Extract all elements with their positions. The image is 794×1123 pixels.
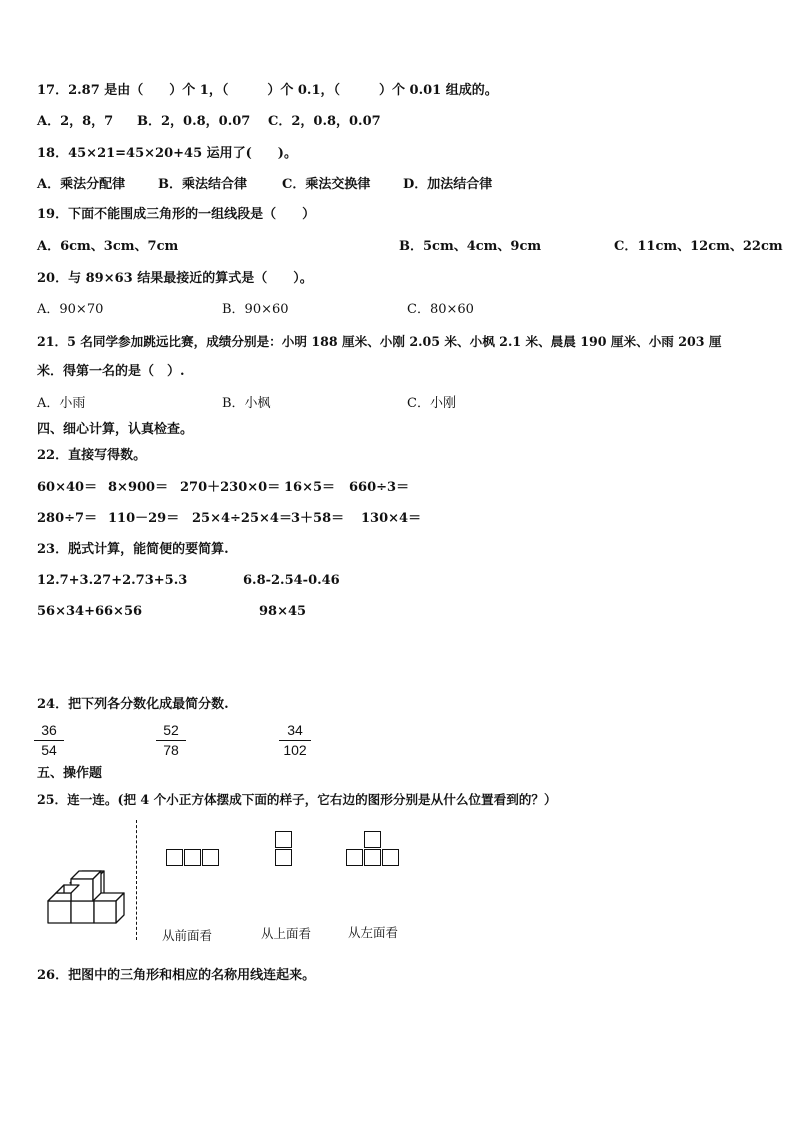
q22-item-1-5: 660÷3＝ bbox=[349, 480, 410, 495]
q18-option-d: D．加法结合律 bbox=[403, 177, 493, 192]
fraction-2-bar bbox=[156, 740, 186, 741]
q22-item-2-3: 25×4÷25×4＝ bbox=[192, 511, 292, 526]
q25-question: 25．连一连。(把 4 个小正方体摆成下面的样子，它右边的图形分别是从什么位置看到的？） bbox=[37, 792, 557, 807]
q18-option-a: A．乘法分配律 bbox=[37, 177, 126, 192]
fraction-2-denominator: 78 bbox=[163, 742, 179, 758]
q20-question: 20．与 89×63 结果最接近的算式是（ ）。 bbox=[37, 271, 313, 286]
q18-question: 18．45×21=45×20+45 运用了( )。 bbox=[37, 146, 297, 161]
front-view-cell bbox=[202, 849, 219, 866]
q22-item-1-1: 60×40＝ bbox=[37, 480, 98, 495]
q17-option-c: C．2，0.8，0.07 bbox=[268, 114, 381, 129]
q22-item-1-3: 270＋230×0＝ bbox=[180, 480, 281, 495]
q20-option-c: C．80×60 bbox=[407, 302, 474, 317]
fraction-1-denominator: 54 bbox=[41, 742, 57, 758]
q20-option-a: A．90×70 bbox=[37, 302, 104, 317]
q23-item-1-1: 12.7+3.27+2.73+5.3 bbox=[37, 573, 188, 588]
cube-stack-figure bbox=[44, 866, 126, 928]
section5-title: 五、操作题 bbox=[37, 766, 103, 781]
front-view-cell bbox=[184, 849, 201, 866]
fraction-1 bbox=[34, 722, 64, 759]
left-view-cell bbox=[346, 849, 363, 866]
fraction-3-denominator: 102 bbox=[283, 742, 307, 758]
fraction-3 bbox=[279, 722, 311, 759]
q22-item-2-5: 130×4＝ bbox=[361, 511, 422, 526]
fraction-2-numerator: 52 bbox=[163, 722, 179, 738]
q18-option-c: C．乘法交换律 bbox=[282, 177, 371, 192]
q22-item-2-1: 280÷7＝ bbox=[37, 511, 98, 526]
q22-item-1-4: 16×5＝ bbox=[284, 480, 336, 495]
top-view-cell bbox=[275, 831, 292, 848]
fraction-1-numerator: 36 bbox=[41, 722, 57, 738]
view-label-front: 从前面看 bbox=[162, 928, 213, 943]
q23-question: 23．脱式计算，能简便的要简算. bbox=[37, 542, 229, 557]
q21-question-line1: 21．5 名同学参加跳远比赛，成绩分别是：小明 188 厘米、小刚 2.05 米、小枫 2.1 米、晨晨 190 厘米、小雨 203 厘 bbox=[37, 334, 722, 349]
q19-option-c: C．11cm、12cm、22cm bbox=[614, 239, 783, 254]
q23-item-1-2: 6.8-2.54-0.46 bbox=[243, 573, 340, 588]
fraction-2 bbox=[156, 722, 186, 759]
q23-item-2-1: 56×34+66×56 bbox=[37, 604, 143, 619]
left-view-cell bbox=[364, 849, 381, 866]
top-view-cell bbox=[275, 849, 292, 866]
fraction-1-bar bbox=[34, 740, 64, 741]
q19-option-b: B．5cm、4cm、9cm bbox=[399, 239, 542, 254]
q20-option-b: B．90×60 bbox=[222, 302, 289, 317]
q19-option-a: A．6cm、3cm、7cm bbox=[37, 239, 179, 254]
q23-item-2-2: 98×45 bbox=[259, 604, 307, 619]
q22-item-2-4: 3＋58＝ bbox=[291, 511, 345, 526]
q21-question-line2: 米．得第一名的是（ ）. bbox=[37, 364, 185, 379]
q21-option-c: C．小刚 bbox=[407, 396, 456, 411]
q22-question: 22．直接写得数。 bbox=[37, 448, 147, 463]
q17-question: 17．2.87 是由（ ）个 1，（ ）个 0.1，（ ）个 0.01 组成的。 bbox=[37, 83, 498, 98]
q17-option-b: B．2，0.8，0.07 bbox=[137, 114, 251, 129]
q21-option-b: B．小枫 bbox=[222, 396, 271, 411]
view-label-left: 从左面看 bbox=[348, 925, 399, 940]
left-view-cell bbox=[382, 849, 399, 866]
q22-item-1-2: 8×900＝ bbox=[108, 480, 169, 495]
front-view-cell bbox=[166, 849, 183, 866]
q18-option-b: B．乘法结合律 bbox=[158, 177, 247, 192]
q24-question: 24．把下列各分数化成最简分数. bbox=[37, 697, 229, 712]
left-view-cell bbox=[364, 831, 381, 848]
q22-item-2-2: 110－29＝ bbox=[108, 511, 180, 526]
fraction-3-numerator: 34 bbox=[287, 722, 303, 738]
view-label-top: 从上面看 bbox=[261, 926, 312, 941]
section4-title: 四、细心计算，认真检查。 bbox=[37, 422, 194, 437]
q19-question: 19．下面不能围成三角形的一组线段是（ ） bbox=[37, 207, 316, 222]
dashed-divider bbox=[136, 820, 137, 940]
q17-option-a: A．2，8，7 bbox=[37, 114, 114, 129]
fraction-3-bar bbox=[279, 740, 311, 741]
q26-question: 26．把图中的三角形和相应的名称用线连起来。 bbox=[37, 968, 316, 983]
q21-option-a: A．小雨 bbox=[37, 396, 86, 411]
